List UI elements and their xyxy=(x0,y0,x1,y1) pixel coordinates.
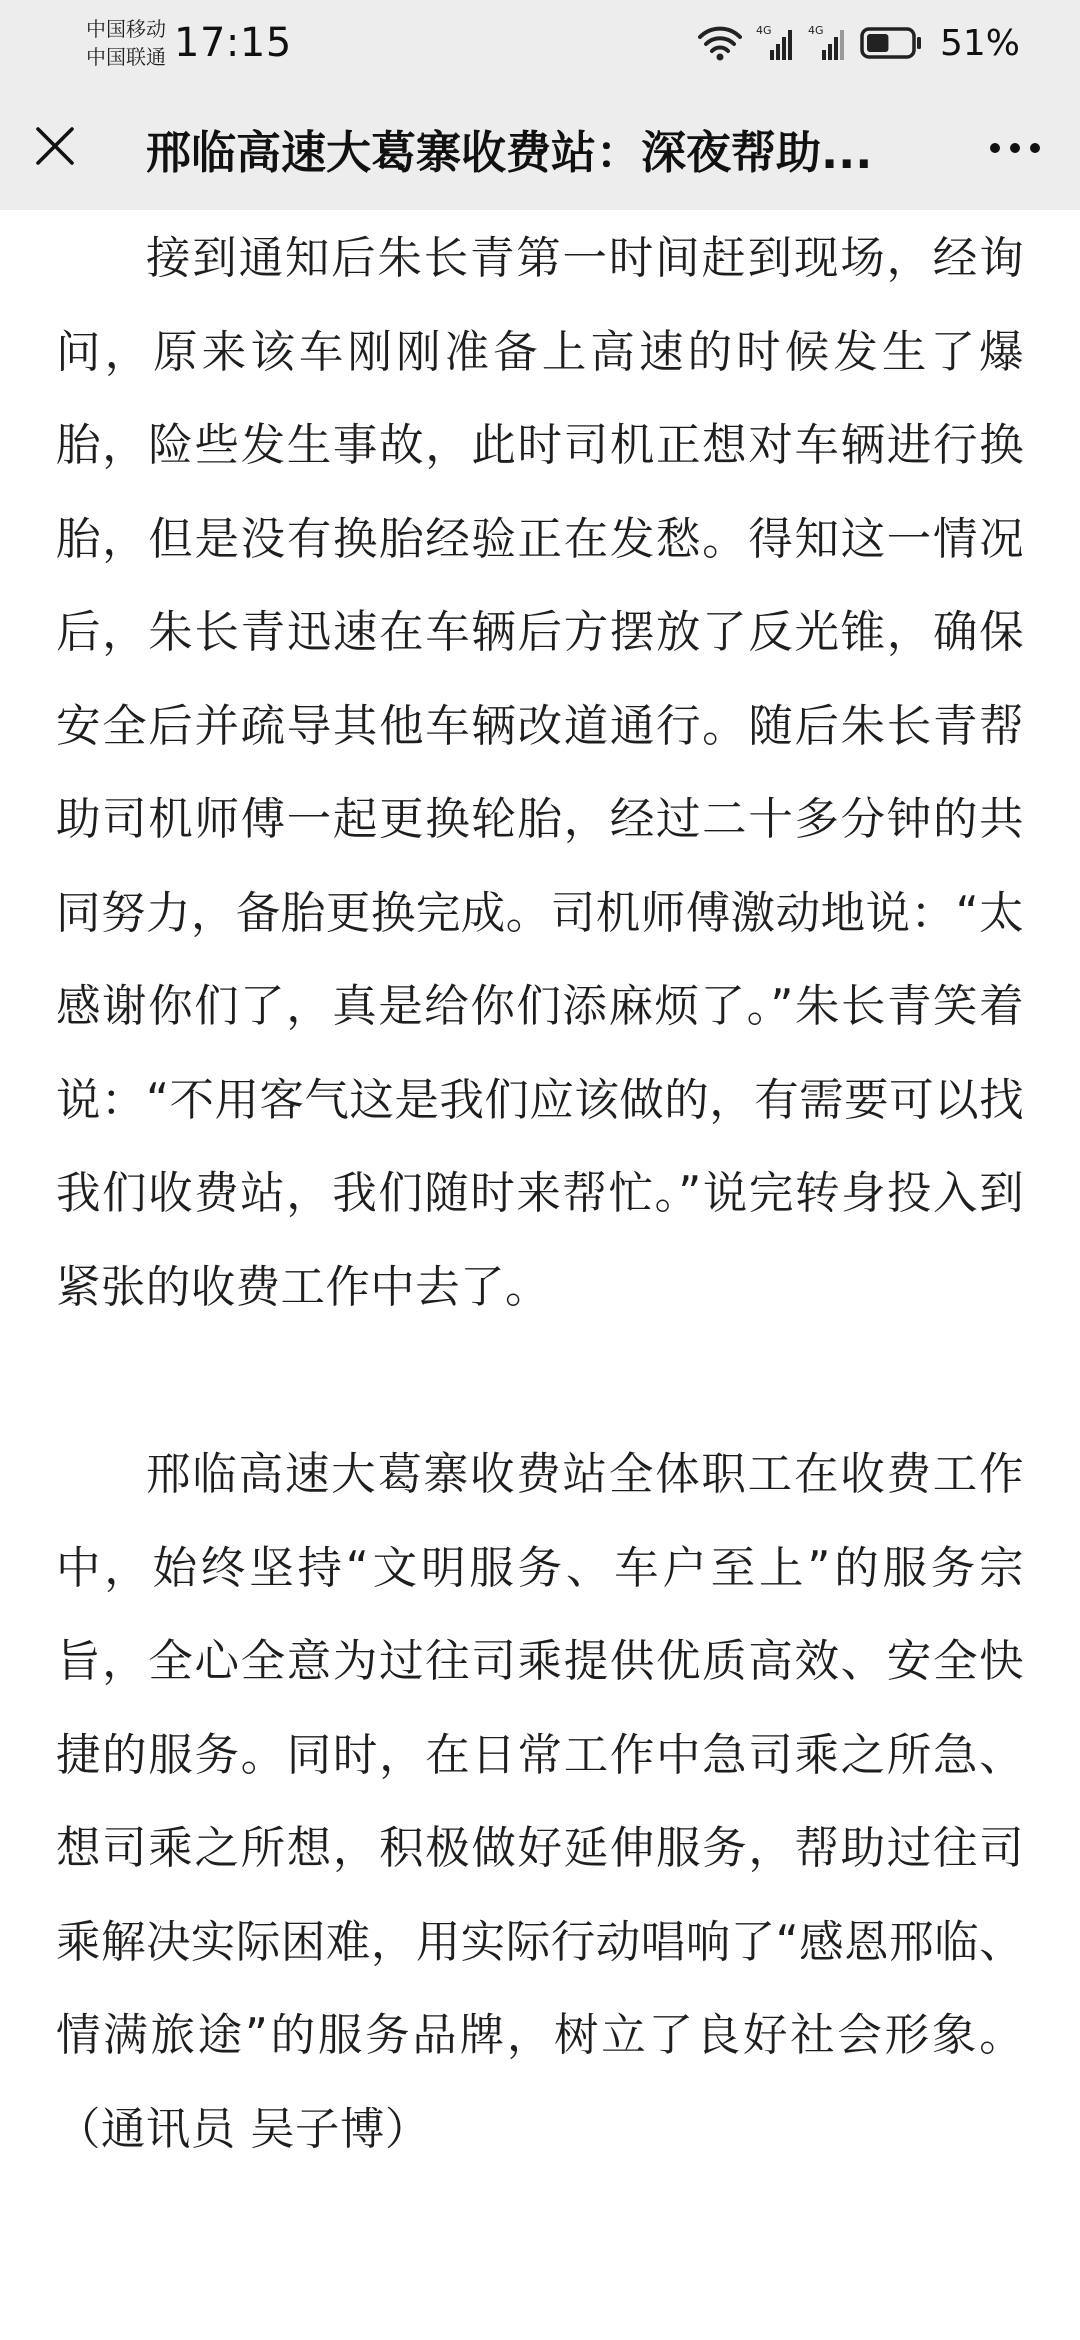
nav-bar xyxy=(0,86,1080,210)
more-button[interactable] xyxy=(950,86,1080,210)
status-bar xyxy=(0,0,1080,86)
status-time: 17:15 xyxy=(174,20,292,66)
network-2-label: 4G xyxy=(807,24,824,37)
carrier-1-label: 中国移动 xyxy=(86,17,166,41)
close-button[interactable] xyxy=(0,86,110,210)
wifi-icon xyxy=(698,25,742,61)
close-icon xyxy=(35,126,75,170)
carrier-2-label: 中国联通 xyxy=(86,45,166,69)
battery-icon xyxy=(860,26,922,60)
article-paragraph: 邢临高速大葛寨收费站全体职工在收费工作中，始终坚持“文明服务、车户至上”的服务宗旨，全心全意为过往司乘提供优质高效、安全快捷的服务。同时，在日常工作中急司乘之所急、想司乘之所想，积极做好延伸服务，帮助过往司乘解决实际困难，用实际行动唱响了“感恩邢临、情满旅途”的服务品牌，树立了良好社会形象。（通讯员 吴子博） xyxy=(56,1449,1024,2155)
more-icon xyxy=(989,139,1041,158)
signal-icon xyxy=(808,24,846,62)
carrier-labels xyxy=(86,15,166,71)
status-icons xyxy=(698,23,1020,64)
battery-percent: 51% xyxy=(939,22,1020,64)
article-paragraph: 接到通知后朱长青第一时间赶到现场，经询问，原来该车刚刚准备上高速的时候发生了爆胎，险些发生事故，此时司机正想对车辆进行换胎，但是没有换胎经验正在发愁。得知这一情况后，朱长青迅速在车辆后方摆放了反光锥，确保安全后并疏导其他车辆改道通行。随后朱长青帮助司机师傅一起更换轮胎，经过二十多分钟的共同努力，备胎更换完成。司机师傅激动地说：“太感谢你们了，真是给你们添麻烦了。”朱长青笑着说：“不用客气这是我们应该做的，有需要可以找我们收费站，我们随时来帮忙。”说完转身投入到紧张的收费工作中去了。 xyxy=(56,233,1024,1313)
network-1-label: 4G xyxy=(755,24,772,37)
signal-icon xyxy=(756,24,794,62)
article-body xyxy=(56,212,1024,2176)
page-title: 邢临高速大葛寨收费站：深夜帮助... xyxy=(146,125,873,179)
